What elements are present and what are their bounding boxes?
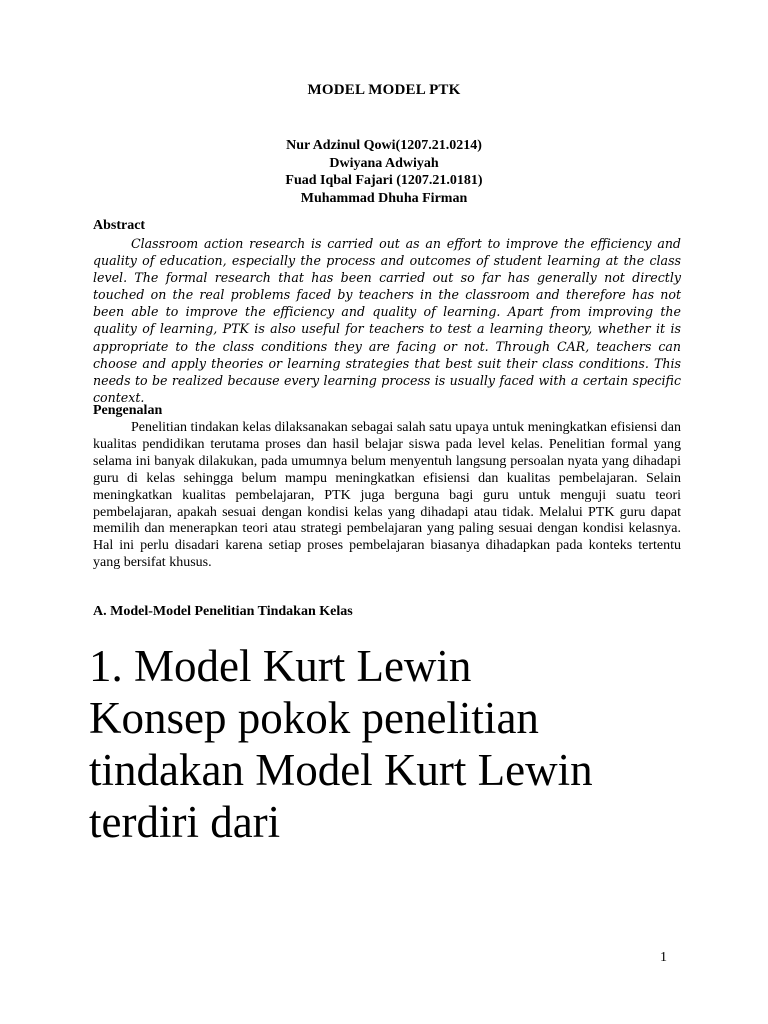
- introduction-body: Penelitian tindakan kelas dilaksanakan sebagai salah satu upaya untuk meningkatkan efisiensi dan kualitas pendidikan terutama proses dan hasil belajar siswa pada level kelas. Penelitian formal yang selama ini banyak dilakukan, pada umumnya belum menyentuh langsung persoalan nyata yang dihadapi guru di kelas sehingga belum mampu meningkatkan efisiensi dan kualitas pembelajaran. Selain meningkatkan kualitas pembelajaran, PTK juga berguna bagi guru untuk menguji suatu teori pembelajaran, apakah sesuai dengan kondisi kelas yang dihadapi atau tidak. Melalui PTK guru dapat memilih dan menerapkan teori atau strategi pembelajaran yang paling sesuai dengan kondisi kelasnya. Hal ini perlu disadari karena setiap proses pembelajaran biasanya dihadapkan pada konteks tertentu yang bersifat khusus.: [93, 420, 681, 571]
- author-list: [0, 137, 768, 207]
- author-name: Dwiyana Adwiyah: [329, 155, 439, 171]
- introduction-heading: Pengenalan: [93, 403, 163, 418]
- large-text-line: Konsep pokok penelitian: [89, 693, 539, 743]
- large-text-line: tindakan Model Kurt Lewin: [89, 745, 593, 795]
- large-text-line: terdiri dari: [89, 797, 281, 847]
- abstract-body: Classroom action research is carried out as an effort to improve the efficiency and quality of education, especially the process and outcomes of student learning at the class level. The formal research that has been carried out so far has generally not directly touched on the real problems faced by teachers in the classroom and therefore has not been able to improve the efficiency and quality of learning. Apart from improving the quality of learning, PTK is also useful for teachers to test a learning theory, whether it is appropriate to the class conditions they are facing or not. Through CAR, teachers can choose and apply theories or learning strategies that best suit their class conditions. This needs to be realized because every learning process is usually faced with a certain specific context.: [93, 236, 681, 405]
- abstract-heading: Abstract: [93, 218, 146, 233]
- author-name: Fuad Iqbal Fajari (1207.21.0181): [285, 173, 483, 188]
- author-name: Muhammad Dhuha Firman: [300, 190, 468, 206]
- page-number: 1: [660, 950, 667, 965]
- large-text-block: [89, 640, 689, 848]
- section-a-heading: A. Model-Model Penelitian Tindakan Kelas: [93, 604, 353, 619]
- author-name: Nur Adzinul Qowi(1207.21.0214): [286, 138, 482, 153]
- document-title: MODEL MODEL PTK: [307, 82, 461, 98]
- large-text-line: 1. Model Kurt Lewin: [89, 641, 472, 691]
